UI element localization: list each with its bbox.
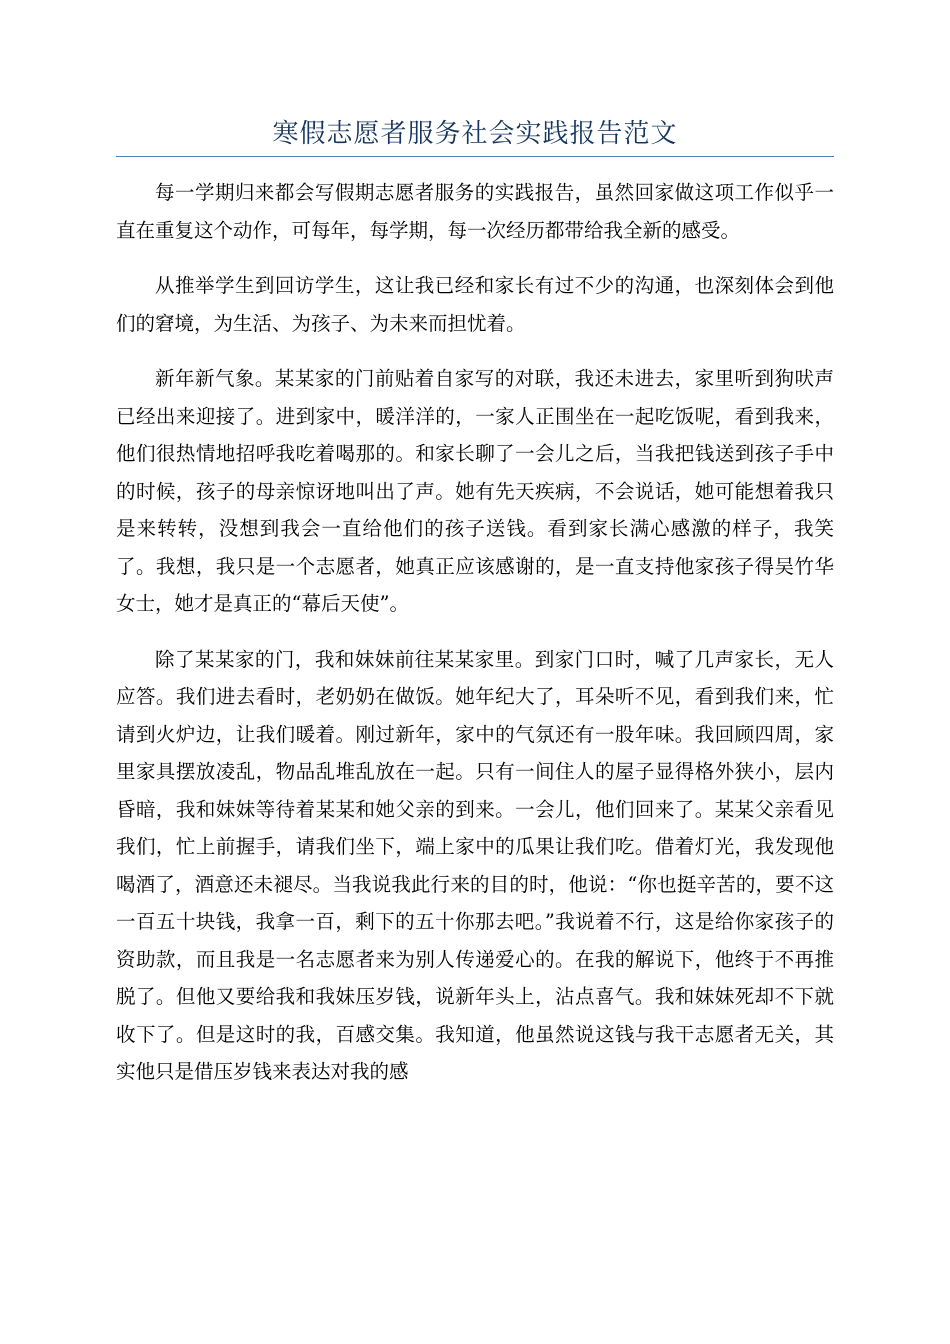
paragraph-2: 从推举学生到回访学生，这让我已经和家长有过不少的沟通，也深刻体会到他们的窘境，为生活、为孩子、为未来而担忧着。 bbox=[116, 274, 834, 335]
title-block bbox=[116, 114, 834, 157]
paragraph-3: 新年新气象。某某家的门前贴着自家写的对联，我还未进去，家里听到狗吠声已经出来迎接了。进到家中，暖洋洋的，一家人正围坐在一起吃饭呢，看到我来，他们很热情地招呼我吃着喝那的。和家长聊了一会儿之后，当我把钱送到孩子手中的时候，孩子的母亲惊讶地叫出了声。她有先天疾病，不会说话，她可能想着我只是来转转，没想到我会一直给他们的孩子送钱。看到家长满心感激的样子，我笑了。我想，我只是一个志愿者，她真正应该感谢的，是一直支持他家孩子得吴竹华女士，她才是真正的“幕后天使”。 bbox=[116, 367, 834, 615]
paragraph-4: 除了某某家的门，我和妹妹前往某某家里。到家门口时，喊了几声家长，无人应答。我们进去看时，老奶奶在做饭。她年纪大了，耳朵听不见，看到我们来，忙请到火炉边，让我们暖着。刚过新年，家中的气氛还有一股年味。我回顾四周，家里家具摆放凌乱，物品乱堆乱放在一起。只有一间住人的屋子显得格外狭小，层内昏暗，我和妹妹等待着某某和她父亲的到来。一会儿，他们回来了。某某父亲看见我们，忙上前握手，请我们坐下，端上家中的瓜果让我们吃。借着灯光，我发现他喝酒了，酒意还未褪尽。当我说我此行来的目的时，他说：“你也挺辛苦的，要不这一百五十块钱，我拿一百，剩下的五十你那去吧。”我说着不行，这是给你家孩子的资助款，而且我是一名志愿者来为别人传递爱心的。在我的解说下，他终于不再推脱了。但他又要给我和我妹压岁钱，说新年头上，沾点喜气。我和妹妹死却不下就收下了。但是这时的我，百感交集。我知道，他虽然说这钱与我干志愿者无关，其实他只是借压岁钱来表达对我的感 bbox=[116, 647, 834, 1083]
page-title: 寒假志愿者服务社会实践报告范文 bbox=[272, 119, 678, 149]
document-body bbox=[116, 174, 834, 1109]
paragraph-1: 每一学期归来都会写假期志愿者服务的实践报告，虽然回家做这项工作似乎一直在重复这个动作，可每年，每学期，每一次经历都带给我全新的感受。 bbox=[116, 181, 834, 242]
